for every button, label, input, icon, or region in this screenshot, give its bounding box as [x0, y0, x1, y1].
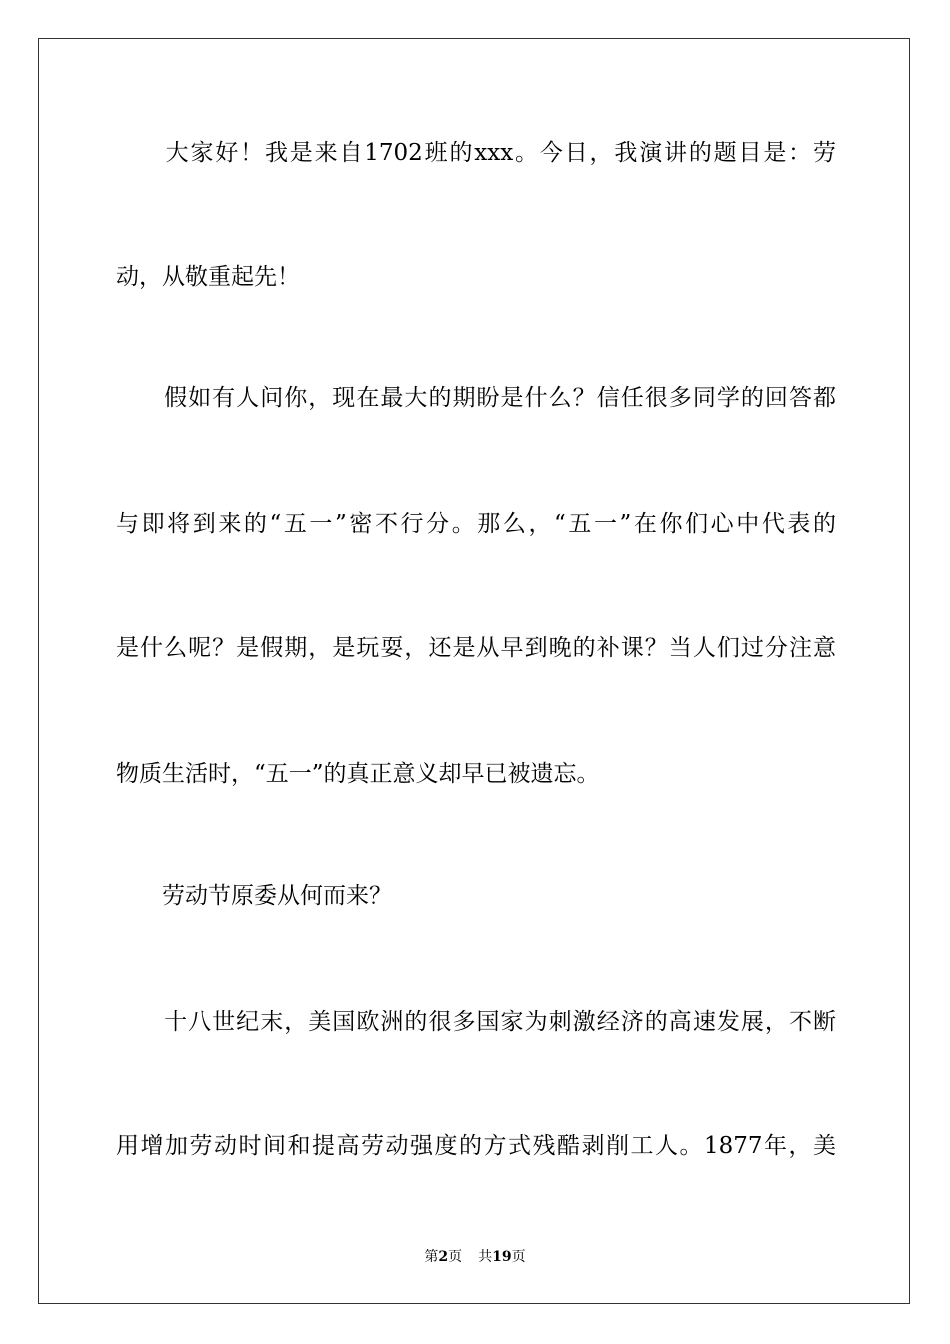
footer-page-suffix: 页	[448, 1249, 463, 1265]
paragraph-line-6: 物质生活时，“五一”的真正意义却早已被遗忘。	[116, 761, 600, 787]
page-border	[38, 38, 910, 1304]
page-footer	[0, 1248, 950, 1266]
paragraph-line-2: 动，从敬重起先！	[116, 264, 300, 290]
paragraph-line-7: 劳动节原委从何而来？	[116, 883, 392, 909]
footer-page-number: 2	[438, 1249, 449, 1265]
paragraph-line-1: 大家好！我是来自1702班的xxx。今日，我演讲的题目是：劳	[116, 140, 836, 166]
paragraph-line-9: 用增加劳动时间和提高劳动强度的方式残酷剥削工人。1877年，美	[116, 1133, 836, 1159]
paragraph-line-8: 十八世纪末，美国欧洲的很多国家为刺激经济的高速发展，不断	[116, 1009, 836, 1035]
paragraph-line-3: 假如有人问你，现在最大的期盼是什么？信任很多同学的回答都	[116, 385, 836, 411]
footer-total-number: 19	[492, 1249, 512, 1265]
paragraph-line-5: 是什么呢？是假期，是玩耍，还是从早到晚的补课？当人们过分注意	[116, 635, 836, 661]
footer-total-suffix: 页	[511, 1249, 526, 1265]
footer-page-prefix: 第	[424, 1249, 439, 1265]
paragraph-line-4: 与即将到来的“五一”密不行分。那么，“五一”在你们心中代表的	[116, 511, 836, 537]
footer-total-prefix: 共	[478, 1249, 493, 1265]
